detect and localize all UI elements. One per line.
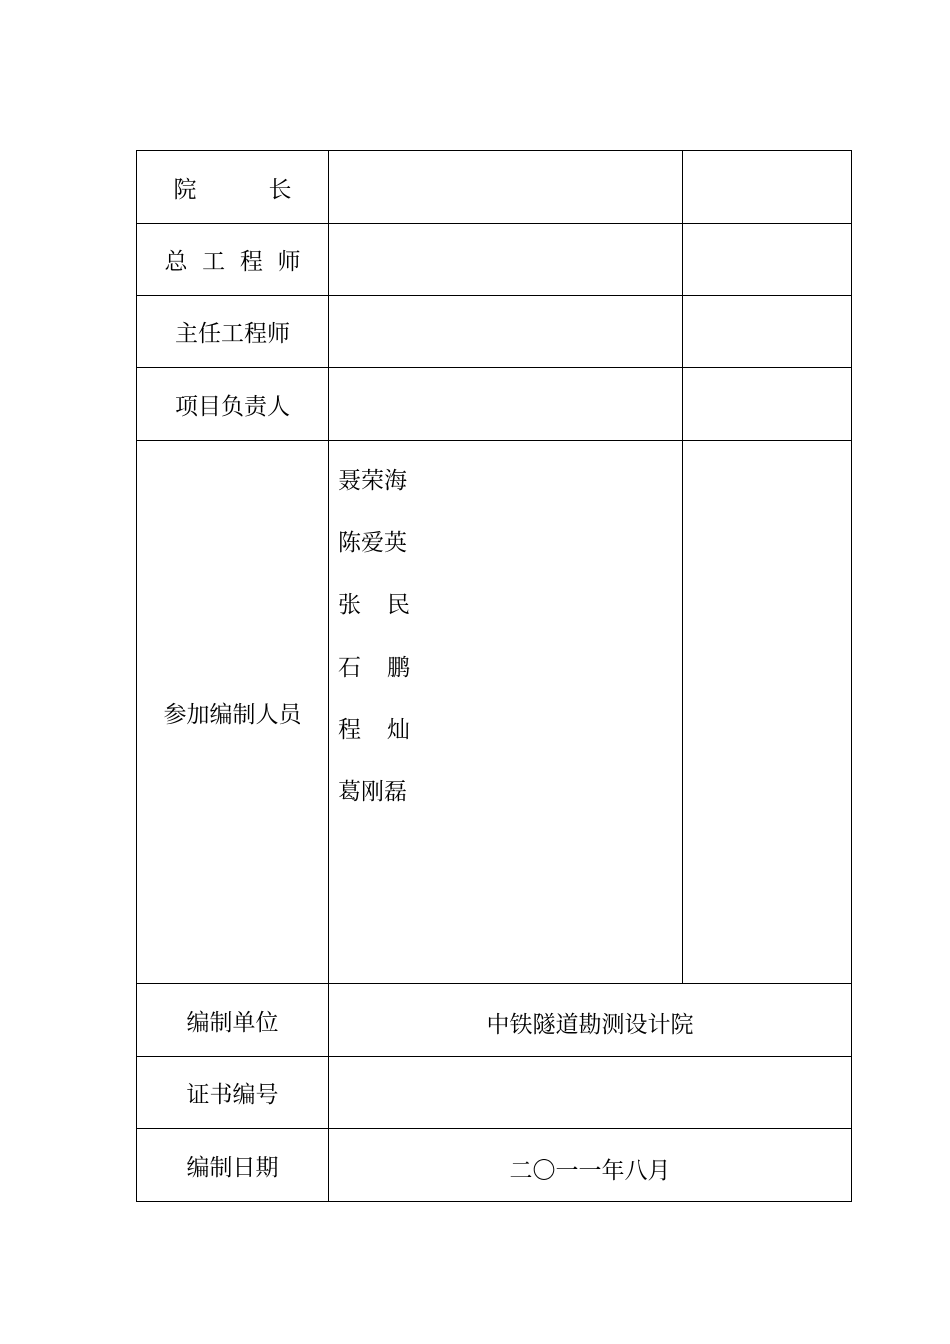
project-lead-signature-cell: [683, 368, 852, 441]
row-participants: [137, 441, 852, 984]
director-name-cell: [329, 151, 683, 224]
row-project-lead: [137, 368, 852, 441]
participant-name-char: 鹏: [387, 654, 410, 681]
director-label-char-1: 院: [173, 176, 197, 203]
row-compiling-unit: [137, 984, 852, 1057]
row-principal-engineer: [137, 296, 852, 368]
chief-engineer-signature-cell: [683, 224, 852, 296]
director-signature-cell: [683, 151, 852, 224]
row-certificate-no: [137, 1057, 852, 1129]
participants-list: [329, 441, 683, 984]
chief-engineer-label: [165, 243, 301, 276]
chief-engineer-label-char-2: 工: [202, 249, 226, 275]
participant-name-text: 葛刚磊: [338, 778, 407, 805]
participant-name-char: 灿: [387, 716, 410, 743]
row-chief-engineer: [137, 224, 852, 296]
participant-name-text: 陈爱英: [338, 530, 407, 557]
compile-date-label: 编制日期: [137, 1129, 329, 1202]
principal-engineer-label: 主任工程师: [137, 296, 329, 368]
participant-name: [338, 589, 682, 651]
director-label-char-2: 长: [268, 176, 292, 203]
chief-engineer-label-char-3: 程: [239, 249, 263, 275]
compiling-unit-value-cell: [329, 984, 852, 1057]
principal-engineer-signature-cell: [683, 296, 852, 368]
compiling-unit-value: 中铁隧道勘测设计院: [486, 1011, 694, 1038]
compile-date-value-cell: [329, 1129, 852, 1202]
participant-name-text: 聂荣海: [338, 468, 407, 494]
director-label: [174, 171, 292, 204]
participant-name: [338, 652, 682, 714]
participants-signature-cell: [683, 441, 852, 984]
chief-engineer-label-char-4: 师: [277, 249, 301, 275]
personnel-form-table: [136, 150, 852, 1202]
participant-name: [338, 714, 682, 776]
chief-engineer-label-char-1: 总: [164, 249, 188, 275]
row-director: [137, 151, 852, 224]
participants-label: 参加编制人员: [137, 441, 329, 984]
certificate-no-value: [329, 1057, 852, 1129]
project-lead-label: 项目负责人: [137, 368, 329, 441]
chief-engineer-name-cell: [329, 224, 683, 296]
compiling-unit-label: 编制单位: [137, 984, 329, 1057]
participant-name-char: 石: [338, 654, 361, 681]
chief-engineer-label-cell: [137, 224, 329, 296]
participant-name: [338, 527, 682, 589]
certificate-no-label: 证书编号: [137, 1057, 329, 1129]
participant-name-char: 程: [338, 716, 361, 743]
row-compile-date: [137, 1129, 852, 1202]
director-label-cell: [137, 151, 329, 224]
project-lead-name-cell: [329, 368, 683, 441]
participant-name: [338, 465, 682, 527]
compile-date-value: 二〇一一年八月: [509, 1157, 671, 1184]
participant-name-char: 民: [387, 592, 410, 619]
participant-name: [338, 776, 682, 838]
principal-engineer-name-cell: [329, 296, 683, 368]
participant-name-char: 张: [338, 592, 361, 619]
